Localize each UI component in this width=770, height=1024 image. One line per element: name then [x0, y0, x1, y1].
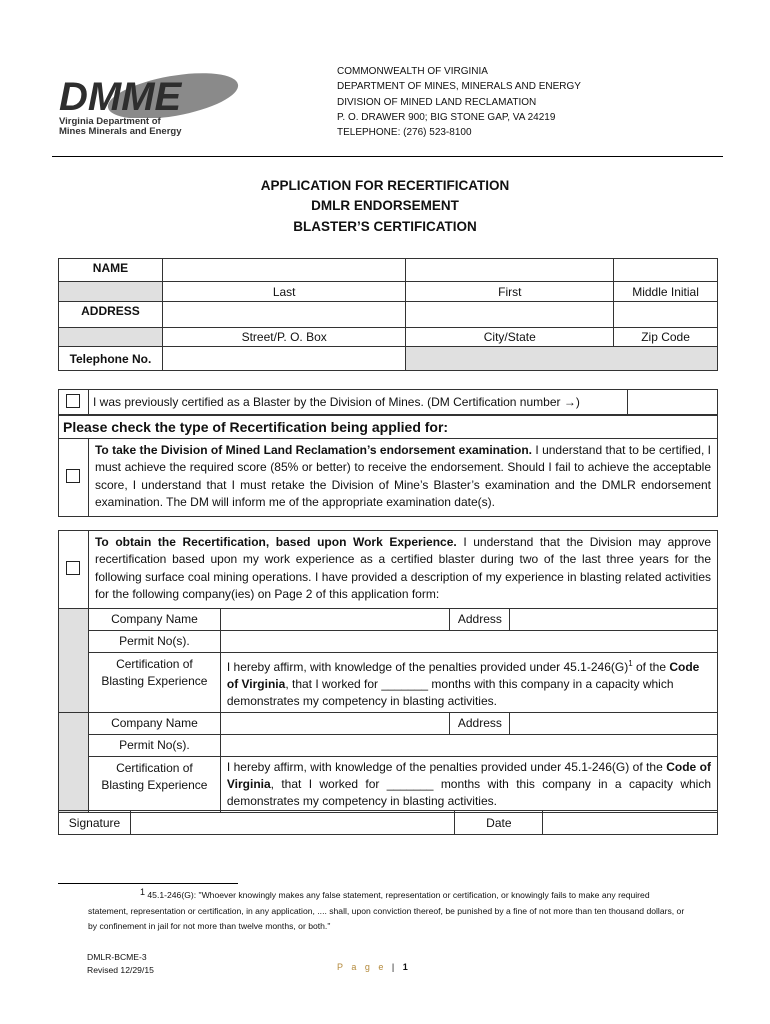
form-title-line1: APPLICATION FOR RECERTIFICATION [260, 178, 510, 193]
header-divider [52, 156, 723, 157]
company2-permit-input[interactable] [220, 734, 717, 756]
previous-checkbox-cell [59, 390, 89, 415]
date-label: Date [455, 811, 543, 835]
company2-permit-label: Permit No(s). [88, 734, 220, 756]
street-caption: Street/P. O. Box [162, 328, 406, 347]
header-line: DEPARTMENT OF MINES, MINERALS AND ENERGY [337, 81, 581, 93]
affirmation-text: of the [632, 659, 670, 674]
company2-address-label: Address [450, 712, 510, 734]
logo-subtitle-line2: Mines Minerals and Energy [59, 126, 182, 137]
page-number [337, 962, 408, 972]
signature-input[interactable] [130, 811, 454, 835]
work-experience-table [58, 530, 718, 813]
name-caption-spacer [59, 282, 163, 302]
affirmation-text: I hereby affirm, with knowledge of the penalties provided under 45.1-246(G) of the [226, 759, 667, 774]
middle-initial-input[interactable] [614, 259, 718, 282]
work-option-bold: To obtain the Recertification, based upon Work Experience. [94, 535, 457, 549]
company1-name-input[interactable] [220, 608, 450, 630]
company2-name-label: Company Name [88, 712, 220, 734]
company2-affirmation [220, 756, 717, 812]
header-line: COMMONWEALTH OF VIRGINIA [337, 66, 488, 77]
exam-option-checkbox[interactable] [66, 469, 80, 483]
last-name-input[interactable] [162, 259, 406, 282]
footnote-ref: 1 [628, 658, 633, 668]
city-state-input[interactable] [406, 302, 614, 328]
footnote [88, 888, 688, 935]
city-state-caption: City/State [406, 328, 614, 347]
work-option-text [88, 531, 717, 609]
middle-initial-caption: Middle Initial [614, 282, 718, 302]
work-experience-checkbox[interactable] [66, 561, 80, 575]
code-of-virginia: Code of Virginia [226, 759, 711, 791]
revision-date: Revised 12/29/15 [87, 964, 154, 975]
form-id: DMLR-BCME-3 [87, 952, 147, 962]
company1-affirmation [220, 652, 717, 712]
dmme-logo-mark [55, 70, 245, 118]
previous-certification-table [58, 389, 718, 415]
company2-cert-label [88, 756, 220, 812]
form-footer [87, 951, 154, 976]
company1-cert-label [88, 652, 220, 712]
affirmation-text: , that I worked for _______ months with this company in a capacity which demonstrates my competency in blasting activities. [226, 676, 674, 708]
company2-address-input[interactable] [510, 712, 718, 734]
company1-permit-label: Permit No(s). [88, 630, 220, 652]
telephone-label: Telephone No. [59, 347, 163, 371]
work-checkbox-cell [59, 531, 89, 609]
company2-shade [59, 712, 89, 812]
address-caption-spacer [59, 328, 163, 347]
affirmation-text: I hereby affirm, with knowledge of the penalties provided under 45.1-246(G) [226, 659, 629, 674]
options-heading: Please check the type of Recertification being applied for: [59, 416, 718, 439]
exam-option-bold: To take the Division of Mined Land Reclamation’s endorsement examination. [94, 443, 533, 457]
zip-code-input[interactable] [614, 302, 718, 328]
recertification-options-table [58, 415, 718, 517]
exam-option-text [88, 439, 717, 517]
agency-header [337, 64, 581, 140]
signature-table [58, 810, 718, 835]
telephone-shaded-area [406, 347, 718, 371]
form-title-line2: DMLR ENDORSEMENT [311, 198, 459, 213]
page-separator: | [386, 962, 403, 972]
logo-wordmark: DMME [59, 75, 182, 118]
company1-shade [59, 608, 89, 712]
logo-subtitle [59, 117, 181, 137]
affirmation-text: , that I worked for _______ months with this company in a capacity which demonstrates my competency in blasting activities. [226, 776, 711, 808]
telephone-input[interactable] [162, 347, 406, 371]
first-name-input[interactable] [406, 259, 614, 282]
date-input[interactable] [543, 811, 718, 835]
name-label: NAME [59, 259, 163, 282]
header-line: P. O. DRAWER 900; BIG STONE GAP, VA 24219 [337, 111, 556, 123]
first-caption: First [406, 282, 614, 302]
logo-subtitle-line1: Virginia Department of [59, 116, 161, 127]
footnote-number: 1 [140, 887, 146, 897]
page-word: P a g e [337, 962, 387, 972]
work-option-body: I understand that the Division may approve recertification based upon my work experience as a certified blaster during two of the last three years for the following surface coal mining operations. I have provided a description of my experience in blasting related activities for the following company(ies) on Page 2 of this application form: [94, 535, 711, 602]
header-line: TELEPHONE: (276) 523-8100 [337, 127, 472, 139]
cert-label-line2: Blasting Experience [101, 673, 208, 688]
applicant-info-table [58, 258, 718, 371]
cert-label-line2: Blasting Experience [101, 777, 208, 792]
previous-certification-text: I was previously certified as a Blaster by the Division of Mines. (DM Certification number →) [88, 390, 627, 415]
exam-checkbox-cell [59, 439, 89, 517]
address-label: ADDRESS [59, 302, 163, 328]
company1-address-label: Address [450, 608, 510, 630]
code-of-virginia: Code of Virginia [226, 659, 700, 691]
cert-label-line1: Certification of [116, 656, 193, 671]
dm-certification-number-input[interactable] [628, 390, 718, 415]
company1-permit-input[interactable] [220, 630, 717, 652]
company1-name-label: Company Name [88, 608, 220, 630]
page-num: 1 [402, 962, 408, 972]
dmme-logo [55, 70, 245, 140]
zip-code-caption: Zip Code [614, 328, 718, 347]
header-line: DIVISION OF MINED LAND RECLAMATION [337, 96, 537, 108]
exam-option-body: I understand that to be certified, I must achieve the required score (85% or better) to receive the endorsement. Should I fail to achieve the acceptable score, I understand that I must retake the Division of Mine’s Blaster’s examination and the DMLR endorsement examination. The DM will inform me of the appropriate examination date(s). [94, 443, 712, 510]
footnote-text: 45.1-246(G): "Whoever knowingly makes any false statement, representation or certification, or knowingly fails to make any required statement, representation or certification, in any application, .... shall, upon conviction thereof, be punished by a fine of not more than ten thousand dollars, or by confinement in jail for not more than twelve months, or both." [88, 890, 685, 931]
signature-label: Signature [59, 811, 131, 835]
cert-label-line1: Certification of [116, 760, 193, 775]
street-input[interactable] [162, 302, 406, 328]
company2-name-input[interactable] [220, 712, 450, 734]
previous-certification-checkbox[interactable] [66, 394, 80, 408]
last-caption: Last [162, 282, 406, 302]
footnote-divider [58, 883, 238, 884]
company1-address-input[interactable] [510, 608, 718, 630]
form-title-line3: BLASTER’S CERTIFICATION [293, 219, 477, 234]
